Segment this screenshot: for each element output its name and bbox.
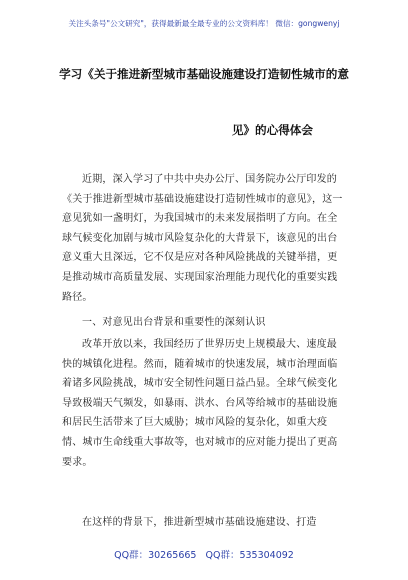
paragraph-intro: 近期，深入学习了中共中央办公厅、国务院办公厅印发的《关于推进新型城市基础设施建设打造韧性城市的意见》，这一意见犹如一盏明灯，为我国城市的未来发展指明了方向。在全球气候变化加剧与城市风险复杂化的大背景下，该意见的出台意义重大且深远，它不仅是应对各种风险挑战的关键举措，更是推动城市高质量发展、实现国家治理能力现代化的重要实践路径。 bbox=[62, 174, 343, 303]
footer-qq-group-1: QQ群：30265665 bbox=[114, 550, 197, 561]
header-note: 关注头条号"公文研究"，获得最新最全最专业的公文资料库！ 微信：gongwenyj bbox=[68, 19, 340, 28]
section-heading: 一、对意见出台背景和重要性的深刻认识 bbox=[82, 317, 266, 328]
document-title-line-1: 学习《关于推进新型城市基础设施建设打造韧性城市的意 bbox=[59, 67, 349, 81]
footer-qq-groups bbox=[0, 547, 408, 561]
paragraph-continued: 在这样的背景下，推进新型城市基础设施建设、打造 bbox=[82, 517, 317, 528]
document-title-line-2: 见》的心得体会 bbox=[231, 123, 313, 137]
footer-qq-group-2: QQ群：535304092 bbox=[205, 550, 294, 561]
paragraph-background: 改革开放以来，我国经历了世界历史上规模最大、速度最快的城镇化进程。然而，随着城市的快速发展，城市治理面临着诸多风险挑战，城市安全韧性问题日益凸显。全球气候变化导致极端天气频发，如暴雨、洪水、台风等给城市的基础设施和居民生活带来了巨大威胁；城市风险的复杂化，如重大疫情、城市生命线重大事故等，也对城市的应对能力提出了更高要求。 bbox=[62, 339, 338, 468]
